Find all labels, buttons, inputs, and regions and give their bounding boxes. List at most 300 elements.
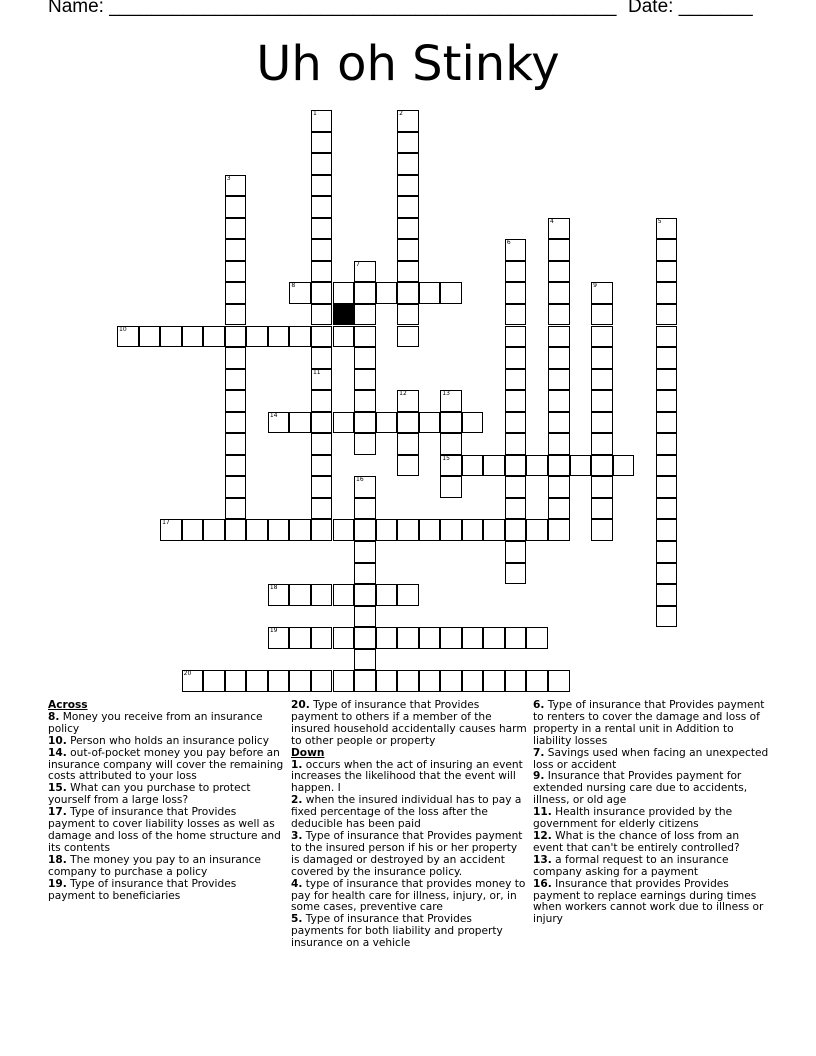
grid-cell[interactable]	[419, 670, 441, 692]
grid-cell[interactable]	[440, 390, 462, 412]
grid-cell[interactable]	[333, 670, 355, 692]
across-clue	[48, 712, 284, 736]
grid-cell[interactable]	[333, 584, 355, 606]
grid-cell[interactable]	[354, 261, 376, 283]
clue-number: 11.	[533, 806, 552, 819]
grid-cell[interactable]	[419, 412, 441, 434]
clue-number: 6.	[533, 699, 545, 711]
grid-cell[interactable]	[354, 326, 376, 348]
grid-cell[interactable]	[548, 326, 570, 348]
grid-cell[interactable]	[440, 627, 462, 649]
grid-cell[interactable]	[268, 412, 290, 434]
grid-cell[interactable]	[354, 649, 376, 671]
grid-cell[interactable]	[440, 455, 462, 477]
grid-cell[interactable]	[591, 326, 613, 348]
clue-text: a formal request to an insurance company asking for a payment	[533, 853, 729, 878]
grid-cell[interactable]	[656, 541, 678, 563]
date-field-label: Date: _______	[628, 0, 753, 17]
grid-cell[interactable]	[591, 304, 613, 326]
grid-cell[interactable]	[505, 563, 527, 585]
clue-number: 1.	[291, 758, 303, 771]
grid-cell[interactable]	[505, 239, 527, 261]
puzzle-title: Uh oh Stinky	[256, 36, 560, 92]
grid-cell[interactable]	[333, 282, 355, 304]
grid-cell[interactable]	[289, 670, 311, 692]
grid-cell[interactable]	[354, 584, 376, 606]
down-clue	[291, 831, 527, 879]
clue-number: 7.	[533, 746, 545, 759]
grid-cell[interactable]	[548, 239, 570, 261]
clue-text: Savings used when facing an unexpected loss or accident	[533, 746, 769, 771]
grid-cell[interactable]	[440, 670, 462, 692]
grid-cell[interactable]	[397, 584, 419, 606]
grid-cell[interactable]	[225, 326, 247, 348]
grid-cell[interactable]	[268, 326, 290, 348]
grid-cell[interactable]	[505, 498, 527, 520]
grid-cell[interactable]	[333, 627, 355, 649]
grid-cell[interactable]	[225, 239, 247, 261]
grid-cell[interactable]	[591, 282, 613, 304]
clue-number: 12.	[533, 829, 552, 842]
grid-cell[interactable]	[354, 347, 376, 369]
grid-cell[interactable]	[656, 239, 678, 261]
grid-cell[interactable]	[548, 476, 570, 498]
clue-text: type of insurance that provides money to pay for health care for illness, injury, or, in some cases, preventive care	[291, 877, 526, 914]
grid-cell[interactable]	[483, 670, 505, 692]
grid-cell[interactable]	[656, 606, 678, 628]
grid-cell[interactable]	[376, 519, 398, 541]
grid-cell[interactable]	[203, 670, 225, 692]
clue-text: when the insured individual has to pay a fixed percentage of the loss after the deducible has been paid	[291, 794, 522, 831]
grid-cell[interactable]	[311, 627, 333, 649]
clue-text: What is the chance of loss from an event that can't be entirely controlled?	[533, 829, 740, 854]
grid-cell[interactable]	[656, 563, 678, 585]
grid-cell[interactable]	[311, 282, 333, 304]
grid-cell[interactable]	[591, 476, 613, 498]
grid-cell[interactable]	[289, 282, 311, 304]
grid-cell[interactable]	[483, 627, 505, 649]
grid-cell[interactable]	[397, 412, 419, 434]
grid-cell[interactable]	[182, 519, 204, 541]
cell-number: 14	[269, 411, 278, 419]
grid-cell[interactable]	[311, 326, 333, 348]
grid-cell[interactable]	[354, 519, 376, 541]
grid-cell[interactable]	[591, 498, 613, 520]
down-clue	[533, 855, 769, 879]
cell-number: 11	[312, 368, 321, 376]
grid-cell[interactable]	[354, 606, 376, 628]
grid-cell[interactable]	[656, 304, 678, 326]
grid-cell[interactable]	[268, 519, 290, 541]
grid-cell[interactable]	[591, 433, 613, 455]
clue-text: Type of insurance that Provides payment to others if a member of the insured household accidentally causes harm to other people or property	[291, 699, 527, 747]
clue-text: Type of insurance that Provides payments for both liability and property insurance on a vehicle	[291, 913, 503, 950]
grid-cell[interactable]	[397, 153, 419, 175]
grid-cell[interactable]	[591, 519, 613, 541]
cell-number: 3	[226, 174, 231, 182]
across-clue	[291, 700, 527, 748]
cell-number: 1	[312, 110, 317, 117]
cell-number: 2	[399, 110, 403, 117]
grid-cell[interactable]	[570, 455, 592, 477]
grid-cell[interactable]	[289, 519, 311, 541]
blocked-cell	[333, 304, 355, 326]
grid-cell[interactable]	[591, 390, 613, 412]
grid-cell[interactable]	[440, 282, 462, 304]
grid-cell[interactable]	[354, 304, 376, 326]
grid-cell[interactable]	[311, 239, 333, 261]
clue-text: Insurance that provides Provides payment to replace earnings during times when workers cannot work due to illness or injury	[533, 877, 764, 926]
grid-cell[interactable]	[397, 326, 419, 348]
grid-cell[interactable]	[483, 519, 505, 541]
grid-cell[interactable]	[225, 476, 247, 498]
grid-cell[interactable]	[311, 390, 333, 412]
grid-cell[interactable]	[354, 412, 376, 434]
grid-cell[interactable]	[311, 670, 333, 692]
grid-cell[interactable]	[526, 519, 548, 541]
grid-cell[interactable]	[656, 218, 678, 240]
grid-cell[interactable]	[656, 282, 678, 304]
grid-cell[interactable]	[548, 347, 570, 369]
grid-cell[interactable]	[548, 218, 570, 240]
cell-number: 15	[442, 454, 450, 462]
grid-cell[interactable]	[311, 196, 333, 218]
grid-cell[interactable]	[591, 455, 613, 477]
grid-cell[interactable]	[505, 627, 527, 649]
grid-cell[interactable]	[656, 498, 678, 520]
clue-number: 8.	[48, 710, 60, 723]
grid-cell[interactable]	[397, 390, 419, 412]
grid-cell[interactable]	[548, 282, 570, 304]
cell-number: 7	[356, 260, 360, 268]
clue-text: What can you purchase to protect yourself from a large loss?	[48, 782, 251, 807]
grid-cell[interactable]	[376, 412, 398, 434]
grid-cell[interactable]	[397, 110, 419, 132]
grid-cell[interactable]	[505, 455, 527, 477]
grid-cell[interactable]	[397, 433, 419, 455]
down-clue	[533, 700, 769, 748]
cell-number: 19	[269, 627, 278, 635]
grid-cell[interactable]	[397, 218, 419, 240]
cell-number: 12	[399, 390, 407, 398]
down-clue	[533, 807, 769, 831]
grid-cell[interactable]	[225, 670, 247, 692]
grid-cell[interactable]	[354, 282, 376, 304]
clue-number: 19.	[48, 877, 67, 890]
grid-cell[interactable]	[397, 304, 419, 326]
grid-cell[interactable]	[419, 627, 441, 649]
grid-cell[interactable]	[182, 670, 204, 692]
clue-number: 15.	[48, 782, 67, 795]
grid-cell[interactable]	[311, 476, 333, 498]
grid-cell[interactable]	[354, 627, 376, 649]
grid-cell[interactable]	[505, 433, 527, 455]
grid-cell[interactable]	[354, 476, 376, 498]
clue-text: The money you pay to an insurance company to purchase a policy	[48, 853, 261, 878]
grid-cell[interactable]	[203, 326, 225, 348]
grid-cell[interactable]	[440, 519, 462, 541]
clue-number: 10.	[48, 734, 67, 747]
grid-cell[interactable]	[311, 433, 333, 455]
clue-number: 5.	[291, 913, 303, 926]
grid-cell[interactable]	[311, 218, 333, 240]
grid-cell[interactable]	[376, 282, 398, 304]
grid-cell[interactable]	[354, 390, 376, 412]
grid-cell[interactable]	[526, 627, 548, 649]
grid-cell[interactable]	[505, 261, 527, 283]
grid-cell[interactable]	[225, 433, 247, 455]
grid-cell[interactable]	[656, 519, 678, 541]
grid-cell[interactable]	[419, 282, 441, 304]
grid-cell[interactable]	[591, 347, 613, 369]
across-heading: Across	[48, 699, 88, 711]
grid-cell[interactable]	[268, 670, 290, 692]
grid-cell[interactable]	[397, 175, 419, 197]
clues-column-2	[291, 700, 527, 950]
grid-cell[interactable]	[397, 519, 419, 541]
grid-cell[interactable]	[225, 519, 247, 541]
grid-cell[interactable]	[462, 627, 484, 649]
grid-cell[interactable]	[354, 369, 376, 391]
clue-number: 4.	[291, 877, 303, 890]
grid-cell[interactable]	[354, 670, 376, 692]
grid-cell[interactable]	[376, 627, 398, 649]
grid-cell[interactable]	[462, 670, 484, 692]
grid-cell[interactable]	[483, 455, 505, 477]
cell-number: 17	[162, 519, 170, 527]
cell-number: 18	[269, 584, 278, 592]
grid-cell[interactable]	[440, 412, 462, 434]
clue-text: Type of insurance that Provides payment to the insured person if his or her property is damaged or destroyed by an accident covered by the insurance policy.	[291, 829, 523, 878]
grid-cell[interactable]	[246, 519, 268, 541]
down-clue	[291, 795, 527, 831]
name-field-label: Name: ________________________________________________	[48, 0, 617, 17]
grid-cell[interactable]	[505, 476, 527, 498]
grid-cell[interactable]	[225, 304, 247, 326]
grid-cell[interactable]	[505, 326, 527, 348]
clue-text: out-of-pocket money you pay before an insurance company will cover the remaining costs attributed to your loss	[48, 746, 284, 783]
grid-cell[interactable]	[505, 282, 527, 304]
grid-cell[interactable]	[591, 369, 613, 391]
clue-number: 17.	[48, 806, 67, 819]
grid-cell[interactable]	[311, 110, 333, 132]
clue-number: 3.	[291, 829, 303, 842]
clue-text: Money you receive from an insurance policy	[48, 710, 263, 735]
clue-number: 2.	[291, 794, 303, 807]
grid-cell[interactable]	[139, 326, 161, 348]
clues-column-3	[533, 700, 769, 926]
cell-number: 13	[442, 390, 450, 398]
clue-number: 20.	[291, 699, 310, 711]
grid-cell[interactable]	[548, 455, 570, 477]
grid-cell[interactable]	[311, 455, 333, 477]
grid-cell[interactable]	[311, 498, 333, 520]
grid-cell[interactable]	[225, 175, 247, 197]
grid-cell[interactable]	[289, 412, 311, 434]
grid-cell[interactable]	[397, 455, 419, 477]
grid-cell[interactable]	[397, 132, 419, 154]
grid-cell[interactable]	[160, 326, 182, 348]
grid-cell[interactable]	[656, 369, 678, 391]
grid-cell[interactable]	[225, 498, 247, 520]
grid-cell[interactable]	[613, 455, 635, 477]
clue-number: 9.	[533, 770, 545, 783]
grid-cell[interactable]	[311, 369, 333, 391]
grid-cell[interactable]	[548, 670, 570, 692]
grid-cell[interactable]	[419, 519, 441, 541]
clue-text: Health insurance provided by the government for elderly citizens	[533, 806, 733, 831]
across-clue	[48, 748, 284, 784]
grid-cell[interactable]	[333, 519, 355, 541]
grid-cell[interactable]	[289, 627, 311, 649]
grid-cell[interactable]	[548, 412, 570, 434]
across-clue	[48, 855, 284, 879]
grid-cell[interactable]	[548, 369, 570, 391]
grid-cell[interactable]	[160, 519, 182, 541]
grid-cell[interactable]	[548, 390, 570, 412]
across-clue	[48, 807, 284, 855]
grid-cell[interactable]	[526, 455, 548, 477]
grid-cell[interactable]	[311, 261, 333, 283]
down-clue	[533, 748, 769, 772]
cell-number: 9	[593, 282, 597, 290]
grid-cell[interactable]	[117, 326, 139, 348]
clue-text: Type of insurance that Provides payment to renters to cover the damage and loss of property in a rental unit in Addition to liability losses	[533, 699, 765, 747]
clue-text: Type of insurance that Provides payment to beneficiaries	[48, 877, 237, 902]
grid-cell[interactable]	[656, 326, 678, 348]
grid-cell[interactable]	[311, 132, 333, 154]
cell-number: 4	[550, 217, 554, 225]
grid-cell[interactable]	[505, 347, 527, 369]
grid-cell[interactable]	[268, 584, 290, 606]
grid-cell[interactable]	[397, 239, 419, 261]
grid-cell[interactable]	[225, 196, 247, 218]
grid-cell[interactable]	[311, 412, 333, 434]
grid-cell[interactable]	[505, 390, 527, 412]
cell-number: 10	[119, 325, 127, 333]
grid-cell[interactable]	[505, 412, 527, 434]
clue-number: 14.	[48, 746, 67, 759]
grid-cell[interactable]	[656, 390, 678, 412]
clue-text: Insurance that Provides payment for extended nursing care due to accidents, illness, or old age	[533, 770, 748, 807]
grid-cell[interactable]	[354, 541, 376, 563]
grid-cell[interactable]	[311, 304, 333, 326]
grid-cell[interactable]	[246, 670, 268, 692]
grid-cell[interactable]	[656, 584, 678, 606]
grid-cell[interactable]	[225, 390, 247, 412]
down-clue	[533, 831, 769, 855]
clue-number: 18.	[48, 853, 67, 866]
grid-cell[interactable]	[656, 455, 678, 477]
cell-number: 20	[183, 670, 192, 678]
down-clue	[291, 879, 527, 915]
grid-cell[interactable]	[591, 412, 613, 434]
cell-number: 5	[657, 217, 662, 225]
grid-cell[interactable]	[311, 584, 333, 606]
grid-cell[interactable]	[505, 541, 527, 563]
grid-cell[interactable]	[225, 347, 247, 369]
grid-cell[interactable]	[440, 476, 462, 498]
grid-cell[interactable]	[505, 670, 527, 692]
grid-cell[interactable]	[311, 175, 333, 197]
grid-cell[interactable]	[268, 627, 290, 649]
grid-cell[interactable]	[225, 282, 247, 304]
cell-number: 6	[506, 239, 511, 247]
grid-cell[interactable]	[225, 218, 247, 240]
cell-number: 8	[291, 282, 296, 290]
grid-cell[interactable]	[548, 519, 570, 541]
grid-cell[interactable]	[225, 455, 247, 477]
clue-number: 16.	[533, 877, 552, 890]
cell-number: 16	[356, 476, 364, 484]
grid-cell[interactable]	[548, 304, 570, 326]
down-clue	[533, 879, 769, 927]
grid-cell[interactable]	[656, 261, 678, 283]
grid-cell[interactable]	[656, 412, 678, 434]
grid-cell[interactable]	[548, 261, 570, 283]
grid-cell[interactable]	[462, 519, 484, 541]
grid-cell[interactable]	[526, 670, 548, 692]
grid-cell[interactable]	[462, 455, 484, 477]
grid-cell[interactable]	[505, 519, 527, 541]
grid-cell[interactable]	[311, 347, 333, 369]
clue-text: Person who holds an insurance policy	[70, 734, 270, 747]
grid-cell[interactable]	[505, 304, 527, 326]
grid-cell[interactable]	[354, 498, 376, 520]
grid-cell[interactable]	[354, 433, 376, 455]
grid-cell[interactable]	[333, 412, 355, 434]
across-clue	[48, 879, 284, 903]
grid-cell[interactable]	[548, 433, 570, 455]
grid-cell[interactable]	[505, 369, 527, 391]
grid-cell[interactable]	[225, 369, 247, 391]
grid-cell[interactable]	[656, 347, 678, 369]
grid-cell[interactable]	[397, 670, 419, 692]
grid-cell[interactable]	[289, 584, 311, 606]
grid-cell[interactable]	[397, 196, 419, 218]
grid-cell[interactable]	[225, 412, 247, 434]
grid-cell[interactable]	[440, 433, 462, 455]
grid-cell[interactable]	[289, 326, 311, 348]
grid-cell[interactable]	[397, 261, 419, 283]
grid-cell[interactable]	[203, 519, 225, 541]
clue-text: occurs when the act of insuring an event increases the likelihood that the event will happen. I	[291, 758, 523, 795]
grid-cell[interactable]	[354, 563, 376, 585]
grid-cell[interactable]	[311, 519, 333, 541]
grid-cell[interactable]	[333, 326, 355, 348]
clues-column-1	[48, 700, 284, 902]
grid-cell[interactable]	[656, 476, 678, 498]
grid-cell[interactable]	[246, 326, 268, 348]
down-clue	[533, 771, 769, 807]
grid-cell[interactable]	[182, 326, 204, 348]
down-clue	[291, 760, 527, 796]
grid-cell[interactable]	[225, 261, 247, 283]
clue-number: 13.	[533, 853, 552, 866]
grid-cell[interactable]	[462, 412, 484, 434]
grid-cell[interactable]	[376, 670, 398, 692]
clue-text: Type of insurance that Provides payment to cover liability losses as well as damage and loss of the home structure and its contents	[48, 806, 281, 854]
grid-cell[interactable]	[548, 498, 570, 520]
across-clue	[48, 783, 284, 807]
grid-cell[interactable]	[656, 433, 678, 455]
grid-cell[interactable]	[311, 153, 333, 175]
grid-cell[interactable]	[376, 584, 398, 606]
down-heading: Down	[291, 746, 325, 759]
grid-cell[interactable]	[397, 282, 419, 304]
down-clue	[291, 914, 527, 950]
grid-cell[interactable]	[397, 627, 419, 649]
